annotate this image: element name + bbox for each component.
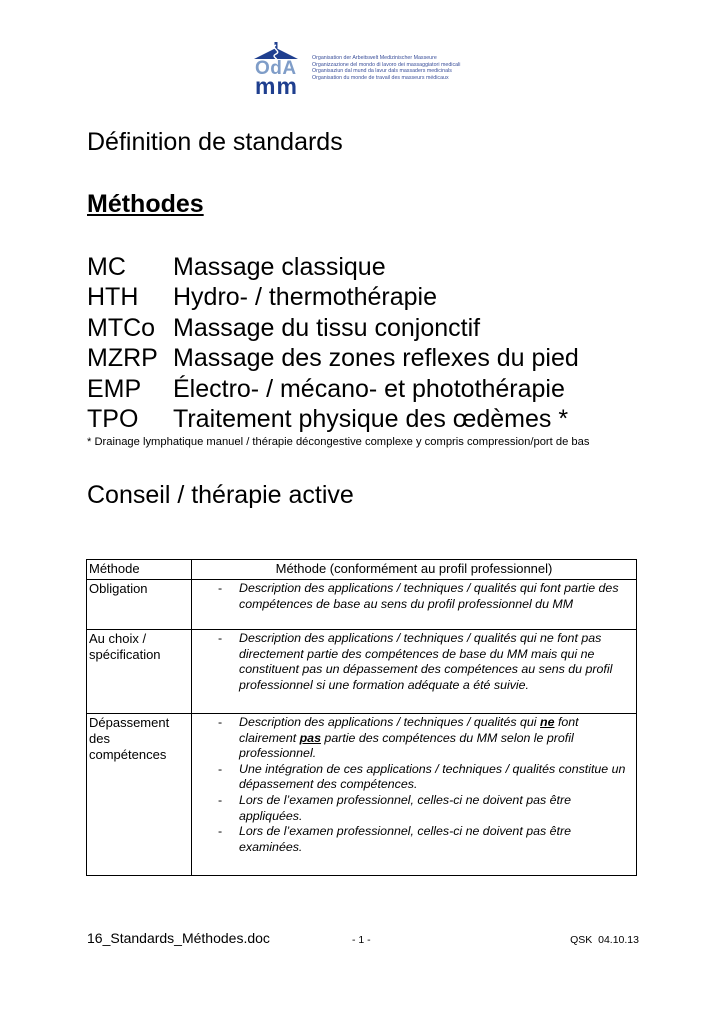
method-row-emp [87,374,687,404]
list-item: - Description des applications / techniques / qualités qui font partie des compétences de base au sens du profil professionnel du MM [212,581,634,612]
section-heading-conseil: Conseil / thérapie active [87,481,354,509]
row-content [192,714,637,876]
emphasis-pas: pas [299,730,321,745]
logo-brand-bottom: mm [255,73,298,99]
logo-organisation-lines [312,55,460,81]
methods-list [87,252,687,434]
row-label: Obligation [87,580,192,630]
emphasis-ne: ne [540,715,555,729]
description-list [194,581,634,612]
footer-page-number: - 1 - [352,934,371,946]
page-footer [87,930,639,950]
row-label: Dépassement des compétences [87,714,192,876]
oda-mm-logo [250,42,490,98]
table-header-cell: Méthode [87,560,192,580]
list-item: - Description des applications / techniques / qualités qui ne font pas directement partie des compétences de base du MM mais qui ne constituent pas un dépassement des compétences au sens du profil professionnel si une formation adéquate a été suivie. [212,631,634,693]
logo-line-it: Organizzazione del mondo di lavoro dei massaggiatori medicali [312,61,461,68]
table-row [87,630,637,714]
method-code: TPO [87,404,139,433]
logo-brand-top: OdA [255,58,297,79]
method-name: Massage du tissu conjonctif [173,313,481,342]
table-header-cell: Méthode (conformément au profil professionnel) [192,560,637,580]
list-item: - Lors de l’examen professionnel, celles-ci ne doivent pas être appliquées. [212,793,634,824]
logo-line-fr: Organisation du monde de travail des masseurs médicaux [312,74,449,81]
method-code: MTCo [87,313,156,342]
method-name: Électro- / mécano- et photothérapie [173,374,565,403]
row-label: Au choix / spécification [87,630,192,714]
logo-line-de: Organisation der Arbeitswelt Medizinischer Masseure [312,55,437,61]
method-name: Massage des zones reflexes du pied [173,344,579,373]
standards-table [86,559,637,876]
description-list [194,715,634,855]
text-segment: partie des compétences du MM selon le profil professionnel. [239,730,574,761]
method-row-mzrp [87,343,687,373]
logo-line-rm: Organisaziun dal mund da lavur dals massaders medicinals [312,68,452,75]
row-content [192,580,637,630]
description-list [194,631,634,693]
method-row-tpo [87,404,687,434]
table-row [87,580,637,630]
method-code: EMP [87,374,142,403]
method-name: Traitement physique des œdèmes * [173,404,569,433]
row-content [192,630,637,714]
method-code: HTH [87,283,139,312]
document-title: Définition de standards [87,128,343,156]
methods-heading: Méthodes [87,190,204,218]
method-row-hth [87,282,687,312]
method-code: MZRP [87,344,158,373]
text-segment: Description des applications / techniques / qualités qui [239,715,537,729]
method-row-mc [87,252,687,282]
table-row [87,714,637,876]
footer-reference: QSK 04.10.13 [570,934,639,946]
method-name: Hydro- / thermothérapie [173,283,438,312]
method-row-mtco [87,313,687,343]
table-header-row [87,560,637,580]
text-segment: font clairement [239,715,579,745]
footer-filename: 16_Standards_Méthodes.doc [87,930,270,946]
footnote: * Drainage lymphatique manuel / thérapie décongestive complexe y compris compression/port de bas [87,436,590,448]
list-item: - Une intégration de ces applications / techniques / qualités constitue un dépassement des compétences. [212,762,634,793]
method-code: MC [87,253,126,281]
list-item: - Lors de l’examen professionnel, celles-ci ne doivent pas être examinées. [212,824,634,855]
method-name: Massage classique [173,253,386,281]
list-item [212,715,634,762]
